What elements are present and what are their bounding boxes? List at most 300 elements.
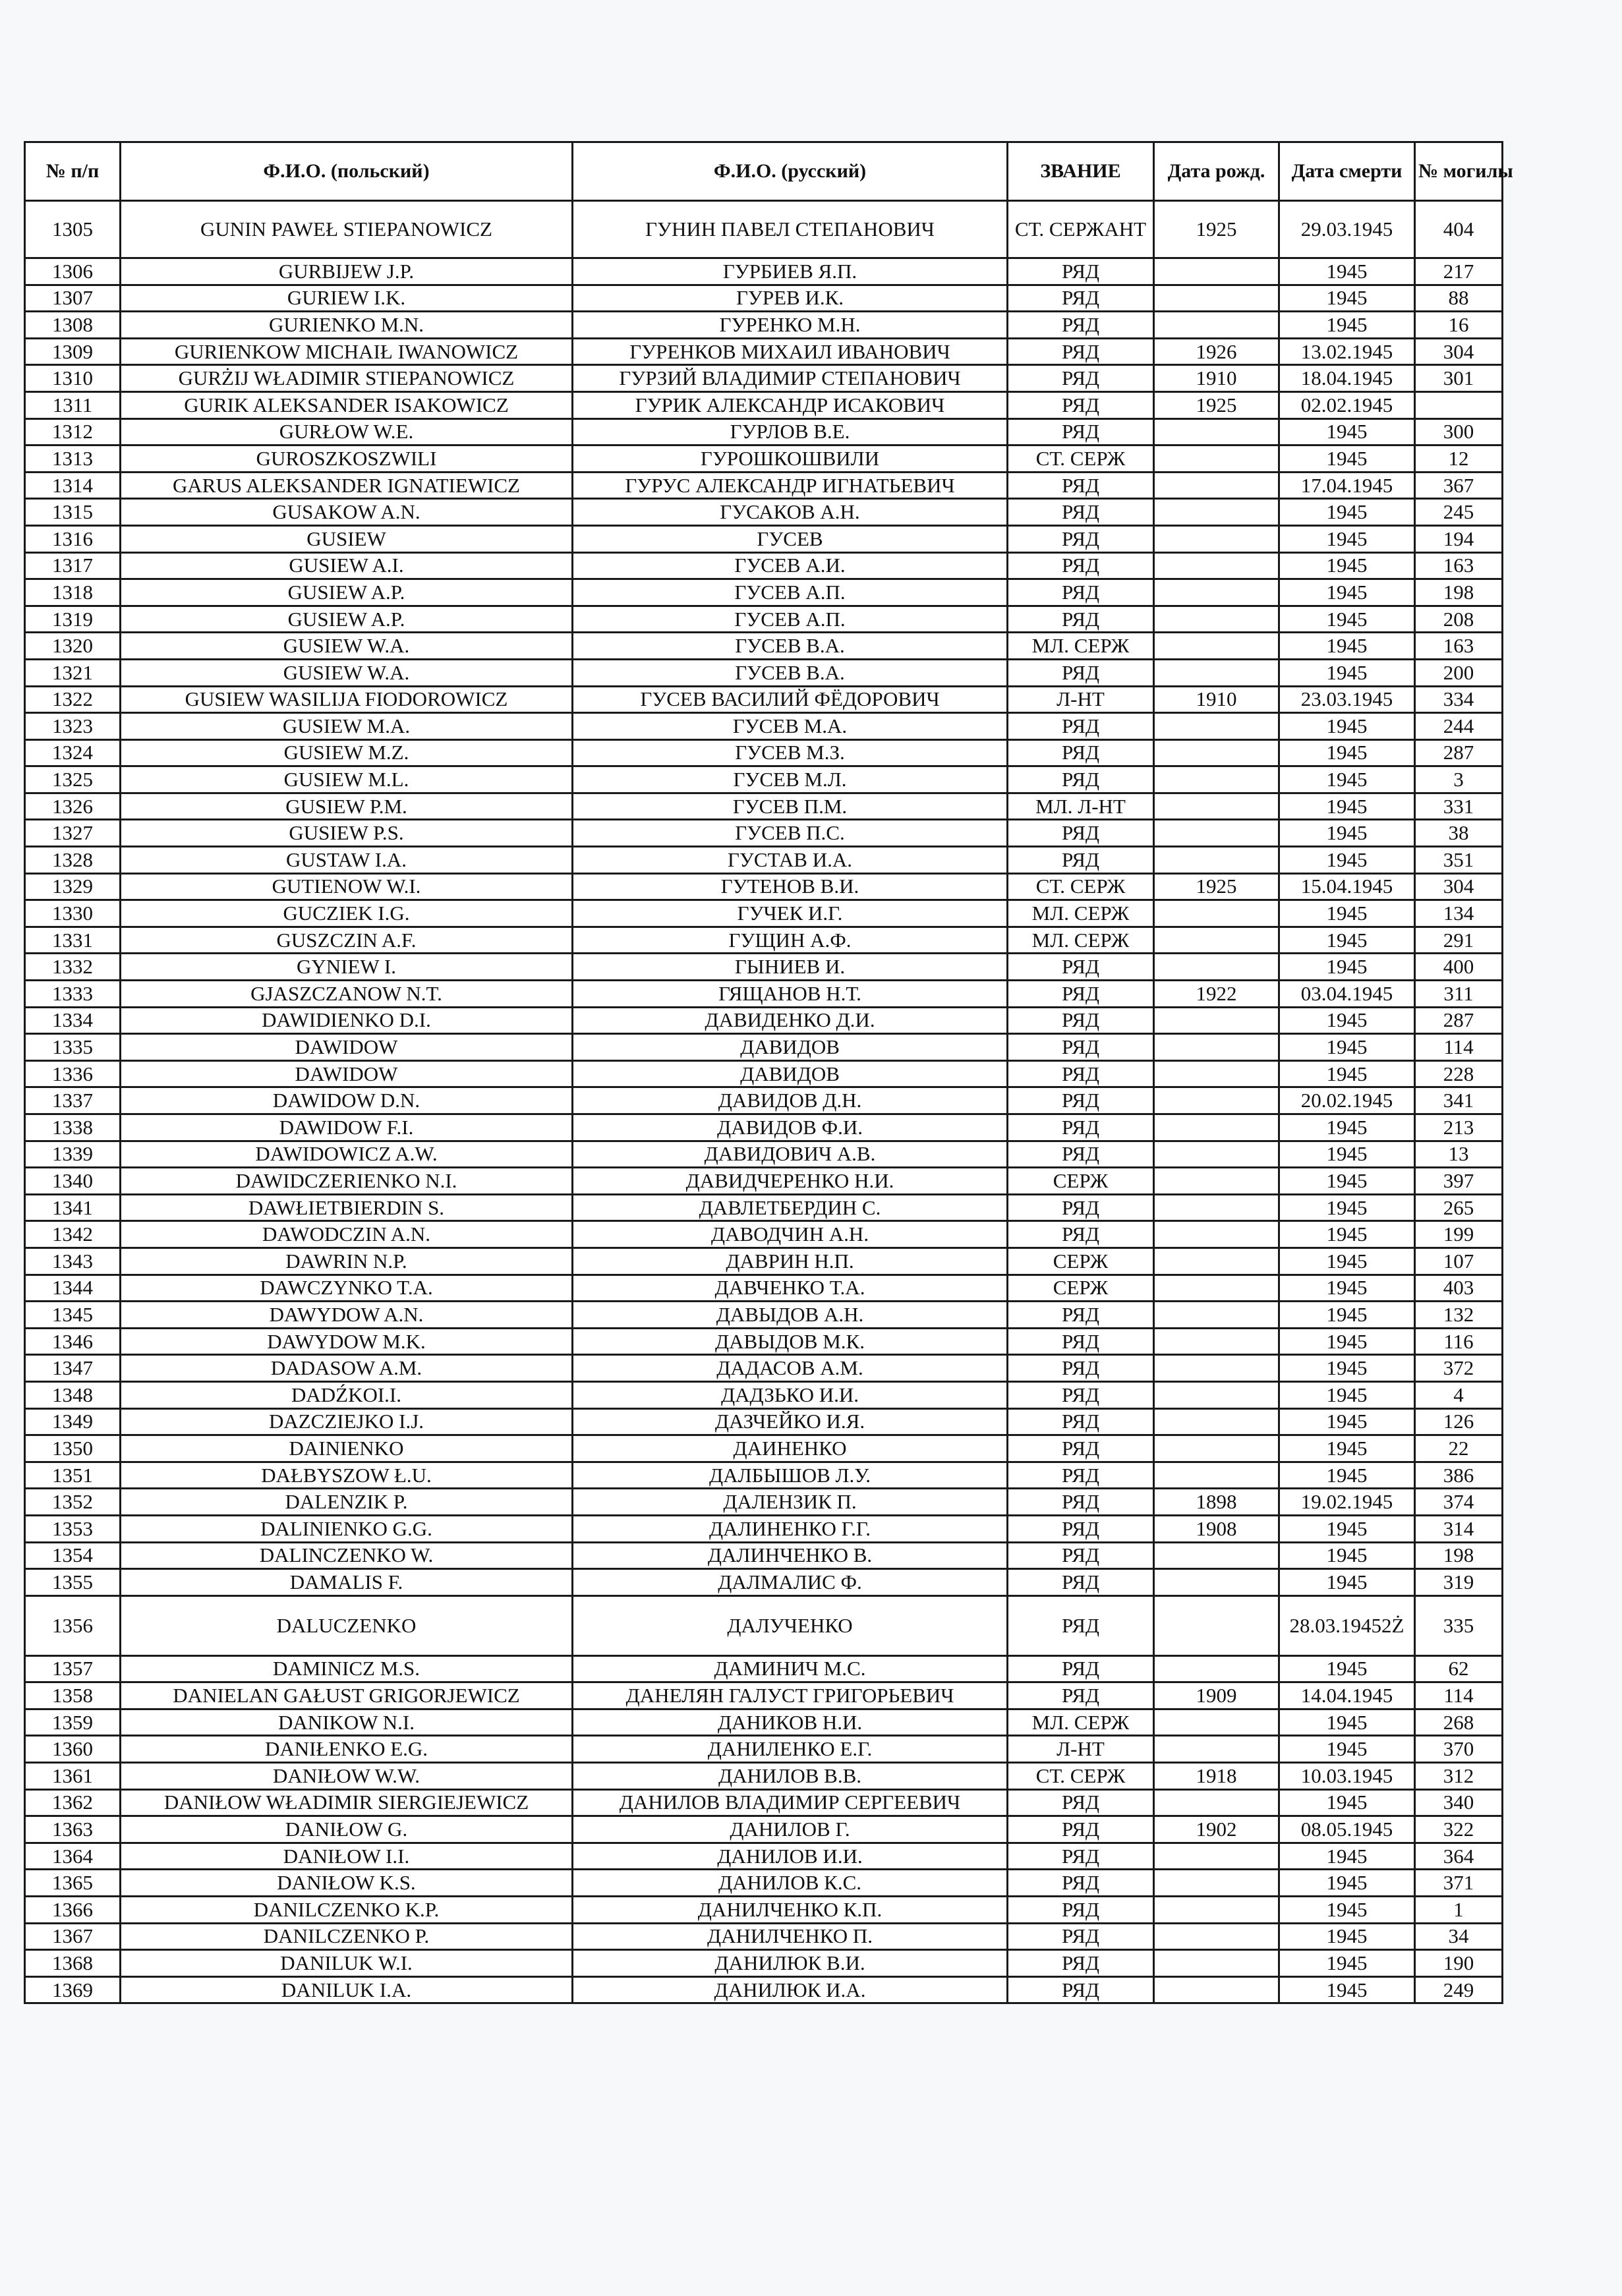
cell-birth-date: 1922 [1154, 981, 1279, 1008]
cell-rank: РЯД [1008, 820, 1154, 847]
cell-name-polish: DAWIDOW [121, 1060, 573, 1087]
cell-grave-number: 265 [1415, 1194, 1503, 1221]
cell-death-date: 1945 [1279, 1194, 1415, 1221]
cell-death-date: 1945 [1279, 1950, 1415, 1977]
cell-grave-number: 304 [1415, 873, 1503, 900]
cell-name-russian: ГУСАКОВ А.Н. [573, 499, 1008, 526]
cell-name-polish: GUSIEW WASILIJA FIODOROWICZ [121, 686, 573, 713]
cell-grave-number [1415, 391, 1503, 418]
table-row [25, 1168, 1503, 1195]
cell-grave-number: 312 [1415, 1763, 1503, 1790]
cell-death-date: 14.04.1945 [1279, 1682, 1415, 1709]
cell-rank: Л-НТ [1008, 686, 1154, 713]
cell-number: 1324 [25, 739, 121, 766]
cell-name-polish: DANIŁENKO E.G. [121, 1736, 573, 1763]
cell-birth-date [1154, 1034, 1279, 1061]
cell-rank: РЯД [1008, 1976, 1154, 2003]
header-rank: ЗВАНИЕ [1008, 142, 1154, 201]
cell-death-date: 23.03.1945 [1279, 686, 1415, 713]
cell-death-date: 1945 [1279, 1355, 1415, 1382]
cell-birth-date [1154, 739, 1279, 766]
cell-grave-number: 268 [1415, 1709, 1503, 1736]
cell-death-date: 1945 [1279, 820, 1415, 847]
cell-death-date: 1945 [1279, 739, 1415, 766]
cell-number: 1365 [25, 1870, 121, 1897]
cell-rank: РЯД [1008, 659, 1154, 686]
cell-death-date: 1945 [1279, 1655, 1415, 1682]
cell-rank: РЯД [1008, 1087, 1154, 1114]
cell-birth-date [1154, 1302, 1279, 1329]
cell-birth-date [1154, 1168, 1279, 1195]
cell-grave-number: 116 [1415, 1328, 1503, 1355]
cell-grave-number: 314 [1415, 1515, 1503, 1542]
cell-death-date: 1945 [1279, 1034, 1415, 1061]
cell-birth-date [1154, 1221, 1279, 1248]
cell-number: 1330 [25, 900, 121, 927]
cell-grave-number: 372 [1415, 1355, 1503, 1382]
cell-name-polish: GURIEW I.K. [121, 285, 573, 312]
cell-birth-date [1154, 552, 1279, 579]
cell-number: 1326 [25, 793, 121, 820]
cell-rank: СЕРЖ [1008, 1275, 1154, 1302]
cell-name-polish: GUSIEW A.I. [121, 552, 573, 579]
cell-rank: СЕРЖ [1008, 1168, 1154, 1195]
cell-grave-number: 371 [1415, 1870, 1503, 1897]
table-header [25, 142, 1513, 201]
cell-name-russian: ДАЗЧЕЙКО И.Я. [573, 1408, 1008, 1435]
cell-number: 1344 [25, 1275, 121, 1302]
cell-birth-date [1154, 900, 1279, 927]
cell-rank: РЯД [1008, 1789, 1154, 1816]
cell-death-date: 1945 [1279, 793, 1415, 820]
table-row [25, 1709, 1503, 1736]
cell-rank: РЯД [1008, 1328, 1154, 1355]
table-row [25, 201, 1503, 258]
cell-name-russian: ГУСЕВ А.П. [573, 579, 1008, 606]
cell-name-russian: ДАДЗЬКО И.И. [573, 1381, 1008, 1408]
cell-grave-number: 1 [1415, 1897, 1503, 1924]
header-birth-date: Дата рожд. [1154, 142, 1279, 201]
cell-number: 1328 [25, 847, 121, 874]
cell-number: 1340 [25, 1168, 121, 1195]
cell-birth-date [1154, 258, 1279, 285]
cell-grave-number: 198 [1415, 1542, 1503, 1569]
cell-number: 1353 [25, 1515, 121, 1542]
cell-rank: СТ. СЕРЖАНТ [1008, 201, 1154, 258]
cell-number: 1356 [25, 1595, 121, 1655]
table-row [25, 1302, 1503, 1329]
cell-rank: РЯД [1008, 981, 1154, 1008]
cell-rank: РЯД [1008, 285, 1154, 312]
cell-grave-number: 228 [1415, 1060, 1503, 1087]
cell-death-date: 1945 [1279, 1709, 1415, 1736]
cell-name-polish: DADŹKOI.I. [121, 1381, 573, 1408]
cell-birth-date [1154, 1950, 1279, 1977]
cell-name-russian: ДАВИДЧЕРЕНКО Н.И. [573, 1168, 1008, 1195]
cell-grave-number: 300 [1415, 418, 1503, 445]
cell-number: 1308 [25, 312, 121, 339]
cell-grave-number: 304 [1415, 338, 1503, 365]
cell-name-polish: DAWIDIENKO D.I. [121, 1007, 573, 1034]
cell-grave-number: 331 [1415, 793, 1503, 820]
cell-name-russian: ГУЧЕК И.Г. [573, 900, 1008, 927]
cell-name-polish: GUSZCZIN A.F. [121, 927, 573, 954]
cell-rank: РЯД [1008, 365, 1154, 392]
cell-rank: РЯД [1008, 1462, 1154, 1489]
cell-birth-date [1154, 1843, 1279, 1870]
cell-name-russian: ГУСЕВ М.Л. [573, 766, 1008, 793]
table-row [25, 820, 1503, 847]
cell-birth-date [1154, 418, 1279, 445]
cell-name-polish: DAWŁIETBIERDIN S. [121, 1194, 573, 1221]
cell-rank: РЯД [1008, 1355, 1154, 1382]
cell-death-date: 15.04.1945 [1279, 873, 1415, 900]
cell-grave-number: 367 [1415, 472, 1503, 499]
cell-death-date: 1945 [1279, 1381, 1415, 1408]
cell-death-date: 17.04.1945 [1279, 472, 1415, 499]
cell-birth-date [1154, 1381, 1279, 1408]
cell-birth-date: 1925 [1154, 201, 1279, 258]
cell-name-russian: ГУНИН ПАВЕЛ СТЕПАНОВИЧ [573, 201, 1008, 258]
cell-death-date: 08.05.1945 [1279, 1816, 1415, 1843]
cell-name-russian: ДАНИЛЧЕНКО П. [573, 1923, 1008, 1950]
table-row [25, 686, 1503, 713]
cell-rank: РЯД [1008, 338, 1154, 365]
cell-name-russian: ДАВЫДОВ М.К. [573, 1328, 1008, 1355]
cell-birth-date: 1918 [1154, 1763, 1279, 1790]
cell-name-russian: ДАНИЛОВ И.И. [573, 1843, 1008, 1870]
table-row [25, 1462, 1503, 1489]
cell-name-polish: GUTIENOW W.I. [121, 873, 573, 900]
cell-number: 1334 [25, 1007, 121, 1034]
cell-name-russian: ДАВЧЕНКО Т.А. [573, 1275, 1008, 1302]
cell-death-date: 1945 [1279, 1897, 1415, 1924]
cell-birth-date [1154, 1087, 1279, 1114]
cell-number: 1366 [25, 1897, 121, 1924]
table-row [25, 525, 1503, 552]
cell-name-polish: DAZCZIEJKO I.J. [121, 1408, 573, 1435]
cell-birth-date [1154, 1060, 1279, 1087]
cell-rank: РЯД [1008, 552, 1154, 579]
header-number: № п/п [25, 142, 121, 201]
cell-birth-date [1154, 285, 1279, 312]
cell-name-russian: ДАВИДЕНКО Д.И. [573, 1007, 1008, 1034]
cell-birth-date: 1902 [1154, 1816, 1279, 1843]
cell-number: 1310 [25, 365, 121, 392]
cell-name-russian: ГУРИК АЛЕКСАНДР ИСАКОВИЧ [573, 391, 1008, 418]
cell-death-date: 1945 [1279, 552, 1415, 579]
cell-rank: РЯД [1008, 1489, 1154, 1516]
cell-birth-date [1154, 1897, 1279, 1924]
cell-name-russian: ГУРЗИЙ ВЛАДИМИР СТЕПАНОВИЧ [573, 365, 1008, 392]
cell-rank: РЯД [1008, 1655, 1154, 1682]
cell-name-russian: ГУРУС АЛЕКСАНДР ИГНАТЬЕВИЧ [573, 472, 1008, 499]
cell-death-date: 29.03.1945 [1279, 201, 1415, 258]
cell-rank: РЯД [1008, 1194, 1154, 1221]
cell-death-date: 1945 [1279, 1435, 1415, 1462]
cell-name-polish: GUSIEW A.P. [121, 579, 573, 606]
cell-rank: РЯД [1008, 525, 1154, 552]
cell-birth-date [1154, 659, 1279, 686]
cell-name-russian: ГУРЕНКОВ МИХАИЛ ИВАНОВИЧ [573, 338, 1008, 365]
table-row [25, 472, 1503, 499]
cell-name-russian: ДАНИКОВ Н.И. [573, 1709, 1008, 1736]
cell-name-russian: ГУСТАВ И.А. [573, 847, 1008, 874]
cell-rank: РЯД [1008, 739, 1154, 766]
cell-name-russian: ДАВИДОВ [573, 1060, 1008, 1087]
cell-death-date: 1945 [1279, 579, 1415, 606]
cell-rank: РЯД [1008, 1302, 1154, 1329]
cell-name-russian: ДАИНЕНКО [573, 1435, 1008, 1462]
cell-rank: РЯД [1008, 1569, 1154, 1596]
cell-number: 1309 [25, 338, 121, 365]
cell-death-date: 1945 [1279, 1408, 1415, 1435]
cell-rank: РЯД [1008, 418, 1154, 445]
header-row [25, 142, 1503, 201]
cell-number: 1313 [25, 445, 121, 473]
cell-number: 1320 [25, 633, 121, 660]
cell-number: 1345 [25, 1302, 121, 1329]
cell-death-date: 1945 [1279, 1275, 1415, 1302]
cell-grave-number: 319 [1415, 1569, 1503, 1596]
cell-name-russian: ДАВИДОВ Ф.И. [573, 1114, 1008, 1141]
cell-name-polish: DAWRIN N.P. [121, 1248, 573, 1275]
table-row [25, 606, 1503, 633]
cell-grave-number: 404 [1415, 201, 1503, 258]
cell-birth-date [1154, 1736, 1279, 1763]
cell-grave-number: 34 [1415, 1923, 1503, 1950]
cell-grave-number: 397 [1415, 1168, 1503, 1195]
cell-death-date: 1945 [1279, 633, 1415, 660]
table-row [25, 312, 1503, 339]
table-row [25, 1655, 1503, 1682]
cell-name-polish: GUSIEW M.A. [121, 713, 573, 740]
table-row [25, 1194, 1503, 1221]
cell-birth-date [1154, 1569, 1279, 1596]
cell-number: 1339 [25, 1141, 121, 1168]
cell-name-polish: GUSIEW M.L. [121, 766, 573, 793]
cell-name-russian: ГУСЕВ П.С. [573, 820, 1008, 847]
cell-grave-number: 132 [1415, 1302, 1503, 1329]
cell-name-russian: ДАЛИНЕНКО Г.Г. [573, 1515, 1008, 1542]
cell-name-russian: ГУСЕВ ВАСИЛИЙ ФЁДОРОВИЧ [573, 686, 1008, 713]
cell-name-polish: GURIK ALEKSANDER ISAKOWICZ [121, 391, 573, 418]
cell-name-russian: ГУРОШКОШВИЛИ [573, 445, 1008, 473]
cell-number: 1317 [25, 552, 121, 579]
table-row [25, 552, 1503, 579]
cell-name-polish: DAMALIS F. [121, 1569, 573, 1596]
cell-name-polish: GUROSZKOSZWILI [121, 445, 573, 473]
cell-number: 1338 [25, 1114, 121, 1141]
cell-number: 1316 [25, 525, 121, 552]
cell-rank: РЯД [1008, 954, 1154, 981]
cell-name-polish: DANIELAN GAŁUST GRIGORJEWICZ [121, 1682, 573, 1709]
table-row [25, 1569, 1503, 1596]
cell-name-polish: DALUCZENKO [121, 1595, 573, 1655]
table-row [25, 1789, 1503, 1816]
cell-death-date: 1945 [1279, 1569, 1415, 1596]
cell-grave-number: 374 [1415, 1489, 1503, 1516]
cell-death-date: 1945 [1279, 1060, 1415, 1087]
cell-name-polish: DAWIDOW [121, 1034, 573, 1061]
table-row [25, 1408, 1503, 1435]
cell-name-russian: ГУРЕВ И.К. [573, 285, 1008, 312]
cell-name-russian: ГУСЕВ А.И. [573, 552, 1008, 579]
cell-birth-date [1154, 1328, 1279, 1355]
cell-death-date: 1945 [1279, 1976, 1415, 2003]
table-row [25, 1355, 1503, 1382]
cell-grave-number: 341 [1415, 1087, 1503, 1114]
cell-name-russian: ДАНИЛЕНКО Е.Г. [573, 1736, 1008, 1763]
cell-number: 1336 [25, 1060, 121, 1087]
cell-birth-date [1154, 1435, 1279, 1462]
cell-death-date: 1945 [1279, 1248, 1415, 1275]
cell-death-date: 1945 [1279, 659, 1415, 686]
cell-birth-date [1154, 1595, 1279, 1655]
cell-grave-number: 114 [1415, 1682, 1503, 1709]
cell-number: 1333 [25, 981, 121, 1008]
cell-grave-number: 351 [1415, 847, 1503, 874]
table-row [25, 365, 1503, 392]
cell-name-russian: ГУРБИЕВ Я.П. [573, 258, 1008, 285]
cell-death-date: 1945 [1279, 1542, 1415, 1569]
cell-rank: МЛ. СЕРЖ [1008, 927, 1154, 954]
cell-rank: РЯД [1008, 1923, 1154, 1950]
cell-birth-date [1154, 954, 1279, 981]
burial-register-table [24, 141, 1513, 2004]
cell-death-date: 1945 [1279, 766, 1415, 793]
cell-number: 1314 [25, 472, 121, 499]
table-row [25, 499, 1503, 526]
cell-name-polish: DADASOW A.M. [121, 1355, 573, 1382]
cell-birth-date [1154, 1709, 1279, 1736]
cell-rank: МЛ. СЕРЖ [1008, 633, 1154, 660]
cell-name-russian: ДАДАСОВ А.М. [573, 1355, 1008, 1382]
cell-name-russian: ГУСЕВ [573, 525, 1008, 552]
cell-number: 1348 [25, 1381, 121, 1408]
header-name-polish: Ф.И.О. (польский) [121, 142, 573, 201]
cell-birth-date [1154, 1870, 1279, 1897]
cell-name-polish: DAWIDOWICZ A.W. [121, 1141, 573, 1168]
cell-birth-date [1154, 1007, 1279, 1034]
cell-number: 1307 [25, 285, 121, 312]
cell-death-date: 1945 [1279, 1870, 1415, 1897]
cell-grave-number: 38 [1415, 820, 1503, 847]
cell-name-russian: ДАВРИН Н.П. [573, 1248, 1008, 1275]
cell-grave-number: 114 [1415, 1034, 1503, 1061]
cell-number: 1312 [25, 418, 121, 445]
cell-name-polish: GYNIEW I. [121, 954, 573, 981]
cell-rank: СТ. СЕРЖ [1008, 445, 1154, 473]
cell-rank: РЯД [1008, 258, 1154, 285]
table-row [25, 1141, 1503, 1168]
cell-death-date: 1945 [1279, 713, 1415, 740]
cell-grave-number: 311 [1415, 981, 1503, 1008]
cell-grave-number: 334 [1415, 686, 1503, 713]
cell-name-polish: DAINIENKO [121, 1435, 573, 1462]
cell-birth-date: 1925 [1154, 873, 1279, 900]
cell-rank: РЯД [1008, 1542, 1154, 1569]
cell-number: 1368 [25, 1950, 121, 1977]
cell-birth-date [1154, 1248, 1279, 1275]
table-row [25, 1221, 1503, 1248]
cell-birth-date [1154, 606, 1279, 633]
cell-birth-date [1154, 1355, 1279, 1382]
cell-name-polish: GUSIEW [121, 525, 573, 552]
cell-rank: РЯД [1008, 1682, 1154, 1709]
cell-death-date: 1945 [1279, 312, 1415, 339]
cell-grave-number: 194 [1415, 525, 1503, 552]
cell-name-polish: GUCZIEK I.G. [121, 900, 573, 927]
cell-death-date: 13.02.1945 [1279, 338, 1415, 365]
cell-death-date: 1945 [1279, 525, 1415, 552]
cell-death-date: 1945 [1279, 1168, 1415, 1195]
cell-death-date: 10.03.1945 [1279, 1763, 1415, 1790]
cell-name-polish: GUSIEW P.M. [121, 793, 573, 820]
table-row [25, 1542, 1503, 1569]
cell-number: 1367 [25, 1923, 121, 1950]
cell-death-date: 1945 [1279, 1843, 1415, 1870]
cell-number: 1343 [25, 1248, 121, 1275]
cell-number: 1311 [25, 391, 121, 418]
cell-name-russian: ГУСЕВ М.А. [573, 713, 1008, 740]
cell-name-russian: ДАЛУЧЕНКО [573, 1595, 1008, 1655]
cell-birth-date: 1898 [1154, 1489, 1279, 1516]
cell-number: 1337 [25, 1087, 121, 1114]
table-row [25, 1114, 1503, 1141]
cell-grave-number: 88 [1415, 285, 1503, 312]
cell-name-russian: ДАНИЛЧЕНКО К.П. [573, 1897, 1008, 1924]
cell-name-russian: ГУСЕВ М.З. [573, 739, 1008, 766]
cell-name-polish: GURBIJEW J.P. [121, 258, 573, 285]
cell-birth-date [1154, 1542, 1279, 1569]
cell-rank: РЯД [1008, 1221, 1154, 1248]
cell-name-russian: ГУЩИН А.Ф. [573, 927, 1008, 954]
cell-name-polish: GUSIEW A.P. [121, 606, 573, 633]
cell-rank: Л-НТ [1008, 1736, 1154, 1763]
table-row [25, 1736, 1503, 1763]
cell-grave-number: 199 [1415, 1221, 1503, 1248]
cell-rank: РЯД [1008, 1515, 1154, 1542]
cell-rank: РЯД [1008, 766, 1154, 793]
cell-rank: МЛ. Л-НТ [1008, 793, 1154, 820]
table-row [25, 954, 1503, 981]
cell-name-polish: GUSIEW M.Z. [121, 739, 573, 766]
cell-rank: РЯД [1008, 1060, 1154, 1087]
cell-rank: РЯД [1008, 1816, 1154, 1843]
cell-birth-date [1154, 1141, 1279, 1168]
cell-name-polish: DANIŁOW G. [121, 1816, 573, 1843]
table-row [25, 285, 1503, 312]
cell-grave-number: 107 [1415, 1248, 1503, 1275]
table-row [25, 659, 1503, 686]
cell-number: 1354 [25, 1542, 121, 1569]
cell-name-polish: DANIKOW N.I. [121, 1709, 573, 1736]
cell-grave-number: 245 [1415, 499, 1503, 526]
table-row [25, 338, 1503, 365]
cell-name-russian: ДАЛМАЛИС Ф. [573, 1569, 1008, 1596]
cell-number: 1329 [25, 873, 121, 900]
cell-grave-number: 163 [1415, 552, 1503, 579]
cell-birth-date [1154, 312, 1279, 339]
cell-rank: РЯД [1008, 1141, 1154, 1168]
table-row [25, 900, 1503, 927]
cell-name-russian: ДАНИЛЮК И.А. [573, 1976, 1008, 2003]
cell-birth-date: 1926 [1154, 338, 1279, 365]
cell-rank: СЕРЖ [1008, 1248, 1154, 1275]
cell-rank: РЯД [1008, 847, 1154, 874]
cell-name-polish: DANILCZENKO K.P. [121, 1897, 573, 1924]
